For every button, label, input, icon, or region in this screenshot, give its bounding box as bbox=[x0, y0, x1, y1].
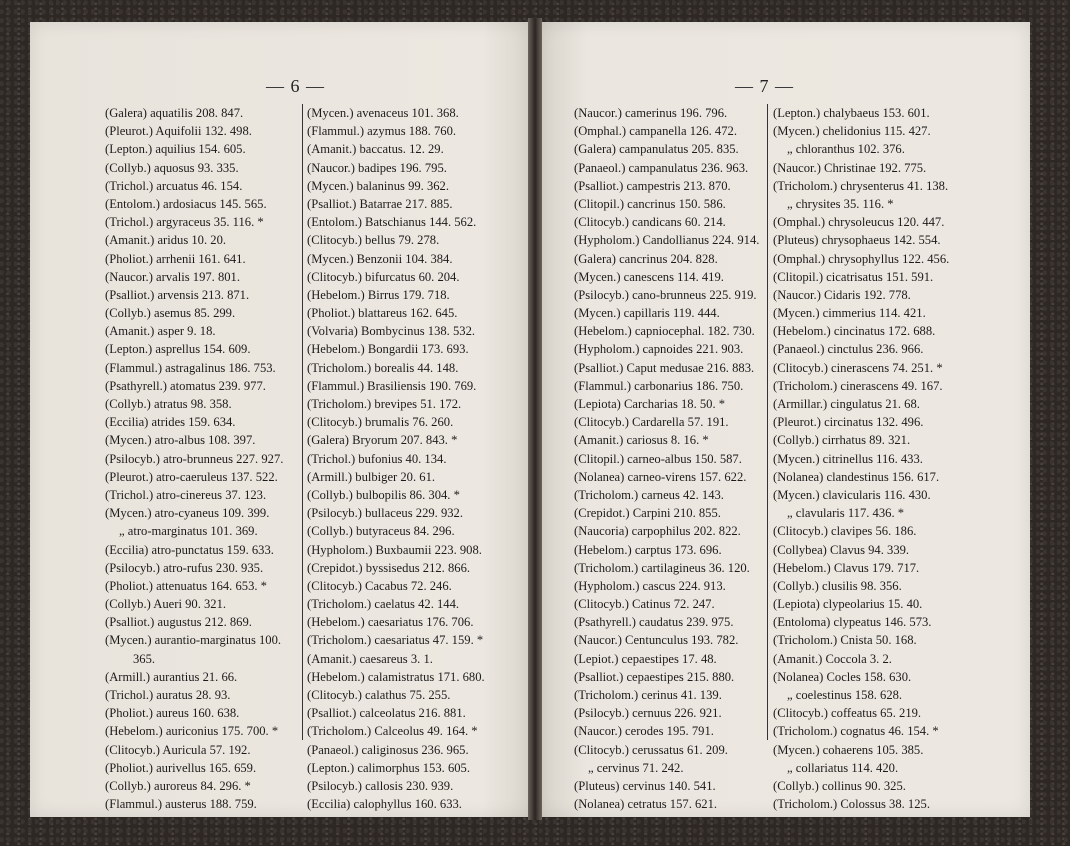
index-entry: (Naucor.) Christinae 192. 775. bbox=[773, 160, 927, 175]
index-entry: (Tricholom.) Calceolus 49. 164. * bbox=[307, 724, 478, 739]
index-entry: (Amanit.) baccatus. 12. 29. bbox=[307, 142, 444, 157]
right-page-column-2 bbox=[773, 104, 949, 813]
index-entry: „ coelestinus 158. 628. bbox=[787, 688, 903, 702]
index-entry: (Pholiot.) attenuatus 164. 653. * bbox=[105, 578, 267, 593]
index-entry: (Flammul.) austerus 188. 759. bbox=[105, 797, 257, 812]
index-entry: (Nolanea) Cocles 158. 630. bbox=[773, 669, 912, 684]
index-entry: (Collyb.) butyraceus 84. 296. bbox=[307, 524, 455, 539]
index-entry: (Entolom.) Batschianus 144. 562. bbox=[307, 215, 477, 230]
index-entry: „ chrysites 35. 116. * bbox=[787, 196, 894, 211]
index-entry: (Naucor.) camerinus 196. 796. bbox=[574, 106, 728, 120]
index-entry: (Armill.) aurantius 21. 66. bbox=[105, 669, 238, 684]
index-entry: (Collyb.) atratus 98. 358. bbox=[105, 397, 232, 411]
index-entry: (Panaeol.) caliginosus 236. 965. bbox=[307, 742, 469, 757]
index-entry: (Flammul.) carbonarius 186. 750. bbox=[574, 378, 744, 393]
index-entry: (Psalliot.) augustus 212. 869. bbox=[105, 615, 252, 630]
index-entry: (Eccilia) atro-punctatus 159. 633. bbox=[105, 542, 274, 557]
index-entry: (Collyb.) bulbopilis 86. 304. * bbox=[307, 487, 460, 502]
index-entry: (Crepidot.) Carpini 210. 855. bbox=[574, 506, 721, 521]
index-entry: (Psalliot.) campestris 213. 870. bbox=[574, 178, 731, 193]
index-entry: (Mycen.) citrinellus 116. 433. bbox=[773, 451, 923, 466]
index-entry: (Pholiot.) blattareus 162. 645. bbox=[307, 306, 458, 321]
index-entry: (Amanit.) aridus 10. 20. bbox=[105, 233, 227, 248]
index-entry: (Psilocyb.) callosis 230. 939. bbox=[307, 778, 454, 793]
index-entry: (Tricholom.) brevipes 51. 172. bbox=[307, 397, 462, 411]
index-entry: (Naucor.) Cidaris 192. 778. bbox=[773, 287, 911, 302]
index-entry: (Clitocyb.) calathus 75. 255. bbox=[307, 688, 451, 702]
index-entry: (Nolanea) clandestinus 156. 617. bbox=[773, 469, 940, 484]
index-entry: (Collyb.) auroreus 84. 296. * bbox=[105, 778, 251, 793]
index-entry: (Tricholom.) cinerascens 49. 167. bbox=[773, 378, 943, 393]
index-entry: (Panaeol.) cinctulus 236. 966. bbox=[773, 342, 924, 357]
index-entry: (Pholiot.) aurivellus 165. 659. bbox=[105, 760, 257, 775]
index-entry: „ chloranthus 102. 376. bbox=[787, 142, 905, 157]
index-entry: (Lepiot.) cepaestipes 17. 48. bbox=[574, 651, 717, 666]
index-entry: (Clitocyb.) brumalis 76. 260. bbox=[307, 415, 454, 430]
index-entry: (Amanit.) asper 9. 18. bbox=[105, 324, 216, 339]
index-entry: (Entoloma) clypeatus 146. 573. bbox=[773, 615, 932, 630]
index-entry: (Tricholom.) borealis 44. 148. bbox=[307, 360, 459, 375]
index-entry: (Amanit.) Coccola 3. 2. bbox=[773, 651, 892, 666]
index-entry: (Nolanea) carneo-virens 157. 622. bbox=[574, 469, 747, 484]
index-entry: (Psilocyb.) cernuus 226. 921. bbox=[574, 706, 722, 721]
index-entry: (Hypholom.) Candollianus 224. 914. bbox=[574, 233, 760, 248]
index-entry: (Naucor.) arvalis 197. 801. bbox=[105, 269, 240, 284]
index-entry: (Naucor.) Centunculus 193. 782. bbox=[574, 633, 739, 648]
index-entry: (Clitocyb.) Cardarella 57. 191. bbox=[574, 415, 729, 430]
index-entry: (Hebelom.) caesariatus 176. 706. bbox=[307, 615, 474, 630]
index-entry: (Clitopil.) cicatrisatus 151. 591. bbox=[773, 269, 934, 284]
index-entry: (Armillar.) cingulatus 21. 68. bbox=[773, 397, 920, 411]
index-entry: (Psalliot.) calceolatus 216. 881. bbox=[307, 706, 466, 721]
index-entry: (Amanit.) caesareus 3. 1. bbox=[307, 651, 433, 666]
index-entry: (Hypholom.) capnoides 221. 903. bbox=[574, 342, 744, 357]
book-gutter bbox=[528, 18, 542, 820]
index-entry: (Eccilia) atrides 159. 634. bbox=[105, 415, 236, 430]
index-entry: (Pleurot.) circinatus 132. 496. bbox=[773, 415, 924, 430]
index-entry: (Nolanea) cetratus 157. 621. bbox=[574, 797, 718, 812]
index-entry: (Clitocyb.) coffeatus 65. 219. bbox=[773, 706, 922, 721]
right-page-column-1 bbox=[574, 104, 759, 813]
index-entry: (Tricholom.) Colossus 38. 125. bbox=[773, 797, 930, 812]
index-entry: (Trichol.) auratus 28. 93. bbox=[105, 688, 231, 702]
index-entry: (Hebelom.) carptus 173. 696. bbox=[574, 542, 722, 557]
index-entry: (Naucoria) carpophilus 202. 822. bbox=[574, 524, 741, 539]
index-entry: (Armill.) bulbiger 20. 61. bbox=[307, 469, 436, 484]
index-entry: (Clitocyb.) cerussatus 61. 209. bbox=[574, 742, 728, 757]
index-entry: (Galera) campanulatus 205. 835. bbox=[574, 142, 739, 157]
index-entry: (Naucor.) cerodes 195. 791. bbox=[574, 724, 714, 739]
index-entry: (Mycen.) atro-albus 108. 397. bbox=[105, 433, 256, 448]
index-entry: (Mycen.) aurantio-marginatus 100. bbox=[105, 633, 282, 648]
index-entry: (Trichol.) argyraceus 35. 116. * bbox=[105, 215, 264, 230]
index-entry: (Psilocyb.) atro-brunneus 227. 927. bbox=[105, 451, 284, 466]
index-entry: „ cervinus 71. 242. bbox=[588, 760, 684, 775]
index-entry: (Hypholom.) Buxbaumii 223. 908. bbox=[307, 542, 482, 557]
index-entry: (Hebelom.) cincinatus 172. 688. bbox=[773, 324, 936, 339]
right-column-divider bbox=[767, 104, 768, 740]
index-entry: (Hebelom.) capniocephal. 182. 730. bbox=[574, 324, 755, 339]
index-entry: (Volvaria) Bombycinus 138. 532. bbox=[307, 324, 476, 339]
index-entry: (Psathyrell.) atomatus 239. 977. bbox=[105, 378, 266, 393]
index-entry: (Mycen.) canescens 114. 419. bbox=[574, 269, 724, 284]
index-entry: 365. bbox=[133, 651, 156, 666]
left-page-column-2 bbox=[307, 104, 485, 813]
index-entry: (Trichol.) arcuatus 46. 154. bbox=[105, 178, 243, 193]
index-entry: (Amanit.) cariosus 8. 16. * bbox=[574, 433, 709, 448]
index-entry: (Clitocyb.) Cacabus 72. 246. bbox=[307, 578, 452, 593]
index-entry: (Flammul.) Brasiliensis 190. 769. bbox=[307, 378, 477, 393]
index-entry: (Hebelom.) Bongardii 173. 693. bbox=[307, 342, 469, 357]
index-entry: (Pholiot.) arrhenii 161. 641. bbox=[105, 251, 246, 266]
index-entry: „ atro-marginatus 101. 369. bbox=[119, 524, 258, 539]
index-entry: (Collyb.) Aueri 90. 321. bbox=[105, 597, 227, 612]
index-entry: (Omphal.) chrysoleucus 120. 447. bbox=[773, 215, 945, 230]
index-entry: (Psalliot.) arvensis 213. 871. bbox=[105, 287, 250, 302]
right-page-number: — 7 — bbox=[735, 76, 794, 96]
index-entry: (Pleurot.) atro-caeruleus 137. 522. bbox=[105, 469, 278, 484]
index-entry: (Tricholom.) caelatus 42. 144. bbox=[307, 597, 460, 612]
left-column-divider bbox=[302, 104, 303, 740]
left-page-column-1 bbox=[105, 104, 283, 813]
index-entry: (Clitopil.) cancrinus 150. 586. bbox=[574, 196, 726, 211]
index-entry: „ clavularis 117. 436. * bbox=[787, 506, 905, 521]
index-entry: (Tricholom.) caesariatus 47. 159. * bbox=[307, 633, 484, 648]
index-entry: (Clitocyb.) clavipes 56. 186. bbox=[773, 524, 917, 539]
index-entry: (Pluteus) chrysophaeus 142. 554. bbox=[773, 233, 941, 248]
index-entry: (Hebelom.) Birrus 179. 718. bbox=[307, 287, 450, 302]
index-entry: (Omphal.) campanella 126. 472. bbox=[574, 124, 737, 139]
index-entry: (Trichol.) bufonius 40. 134. bbox=[307, 451, 447, 466]
index-entry: (Tricholom.) carneus 42. 143. bbox=[574, 487, 724, 502]
index-entry: (Tricholom.) cerinus 41. 139. bbox=[574, 688, 722, 702]
index-entry: (Psalliot.) cepaestipes 215. 880. bbox=[574, 669, 735, 684]
index-entry: (Clitocyb.) bellus 79. 278. bbox=[307, 233, 440, 248]
index-entry: (Pleurot.) Aquifolii 132. 498. bbox=[105, 124, 252, 139]
index-entry: (Mycen.) Benzonii 104. 384. bbox=[307, 251, 453, 266]
index-entry: (Panaeol.) campanulatus 236. 963. bbox=[574, 160, 749, 175]
index-entry: (Tricholom.) Cnista 50. 168. bbox=[773, 633, 917, 648]
index-entry: (Galera) aquatilis 208. 847. bbox=[105, 106, 244, 120]
index-entry: (Flammul.) azymus 188. 760. bbox=[307, 124, 457, 139]
index-entry: (Collybea) Clavus 94. 339. bbox=[773, 542, 910, 557]
index-entry: (Naucor.) badipes 196. 795. bbox=[307, 160, 447, 175]
index-entry: (Psilocyb.) atro-rufus 230. 935. bbox=[105, 560, 264, 575]
index-entry: „ collariatus 114. 420. bbox=[787, 760, 899, 775]
index-entry: (Galera) cancrinus 204. 828. bbox=[574, 251, 718, 266]
index-entry: (Hebelom.) calamistratus 171. 680. bbox=[307, 669, 485, 684]
index-entry: (Mycen.) cimmerius 114. 421. bbox=[773, 306, 926, 321]
index-entry: (Tricholom.) cognatus 46. 154. * bbox=[773, 724, 939, 739]
left-page-number: — 6 — bbox=[266, 76, 325, 96]
index-entry: (Collyb.) cirrhatus 89. 321. bbox=[773, 433, 911, 448]
index-entry: (Collyb.) collinus 90. 325. bbox=[773, 778, 906, 793]
index-entry: (Hebelom.) Clavus 179. 717. bbox=[773, 560, 920, 575]
index-entry: (Lepiota) Carcharias 18. 50. * bbox=[574, 397, 726, 411]
index-entry: (Entolom.) ardosiacus 145. 565. bbox=[105, 196, 267, 211]
index-entry: (Collyb.) aquosus 93. 335. bbox=[105, 160, 239, 175]
index-entry: (Eccilia) calophyllus 160. 633. bbox=[307, 797, 462, 812]
index-entry: (Clitocyb.) Auricula 57. 192. bbox=[105, 742, 251, 757]
index-entry: (Clitocyb.) cinerascens 74. 251. * bbox=[773, 360, 943, 375]
index-entry: (Clitopil.) carneo-albus 150. 587. bbox=[574, 451, 742, 466]
index-entry: (Psilocyb.) cano-brunneus 225. 919. bbox=[574, 287, 757, 302]
index-entry: (Hypholom.) cascus 224. 913. bbox=[574, 578, 726, 593]
index-entry: (Trichol.) atro-cinereus 37. 123. bbox=[105, 487, 267, 502]
index-entry: (Mycen.) balaninus 99. 362. bbox=[307, 178, 449, 193]
index-entry: (Lepton.) chalybaeus 153. 601. bbox=[773, 106, 930, 120]
index-entry: (Psalliot.) Caput medusae 216. 883. bbox=[574, 360, 755, 375]
index-entry: (Hebelom.) auriconius 175. 700. * bbox=[105, 724, 279, 739]
index-entry: (Tricholom.) chrysenterus 41. 138. bbox=[773, 178, 949, 193]
index-entry: (Psalliot.) Batarrae 217. 885. bbox=[307, 196, 453, 211]
index-entry: (Collyb.) asemus 85. 299. bbox=[105, 306, 236, 321]
index-entry: (Lepiota) clypeolarius 15. 40. bbox=[773, 597, 923, 612]
index-entry: (Lepton.) calimorphus 153. 605. bbox=[307, 760, 470, 775]
index-entry: (Tricholom.) cartilagineus 36. 120. bbox=[574, 560, 750, 575]
index-entry: (Omphal.) chrysophyllus 122. 456. bbox=[773, 251, 950, 266]
index-entry: (Clitocyb.) bifurcatus 60. 204. bbox=[307, 269, 460, 284]
index-entry: (Psilocyb.) bullaceus 229. 932. bbox=[307, 506, 464, 521]
index-entry: (Mycen.) capillaris 119. 444. bbox=[574, 306, 720, 321]
index-entry: (Collyb.) clusilis 98. 356. bbox=[773, 578, 902, 593]
index-entry: (Lepton.) aquilius 154. 605. bbox=[105, 142, 246, 157]
index-entry: (Mycen.) clavicularis 116. 430. bbox=[773, 487, 931, 502]
index-entry: (Clitocyb.) Catinus 72. 247. bbox=[574, 597, 715, 612]
index-entry: (Psathyrell.) caudatus 239. 975. bbox=[574, 615, 734, 630]
index-entry: (Pholiot.) aureus 160. 638. bbox=[105, 706, 240, 721]
index-entry: (Clitocyb.) candicans 60. 214. bbox=[574, 215, 726, 230]
index-entry: (Galera) Bryorum 207. 843. * bbox=[307, 433, 458, 448]
index-entry: (Mycen.) chelidonius 115. 427. bbox=[773, 124, 931, 139]
index-entry: (Mycen.) atro-cyaneus 109. 399. bbox=[105, 506, 270, 521]
index-entry: (Pluteus) cervinus 140. 541. bbox=[574, 778, 716, 793]
index-entry: (Lepton.) asprellus 154. 609. bbox=[105, 342, 251, 357]
index-entry: (Flammul.) astragalinus 186. 753. bbox=[105, 360, 276, 375]
index-entry: (Crepidot.) byssisedus 212. 866. bbox=[307, 560, 471, 575]
index-entry: (Mycen.) avenaceus 101. 368. bbox=[307, 106, 459, 120]
index-entry: (Mycen.) cohaerens 105. 385. bbox=[773, 742, 924, 757]
